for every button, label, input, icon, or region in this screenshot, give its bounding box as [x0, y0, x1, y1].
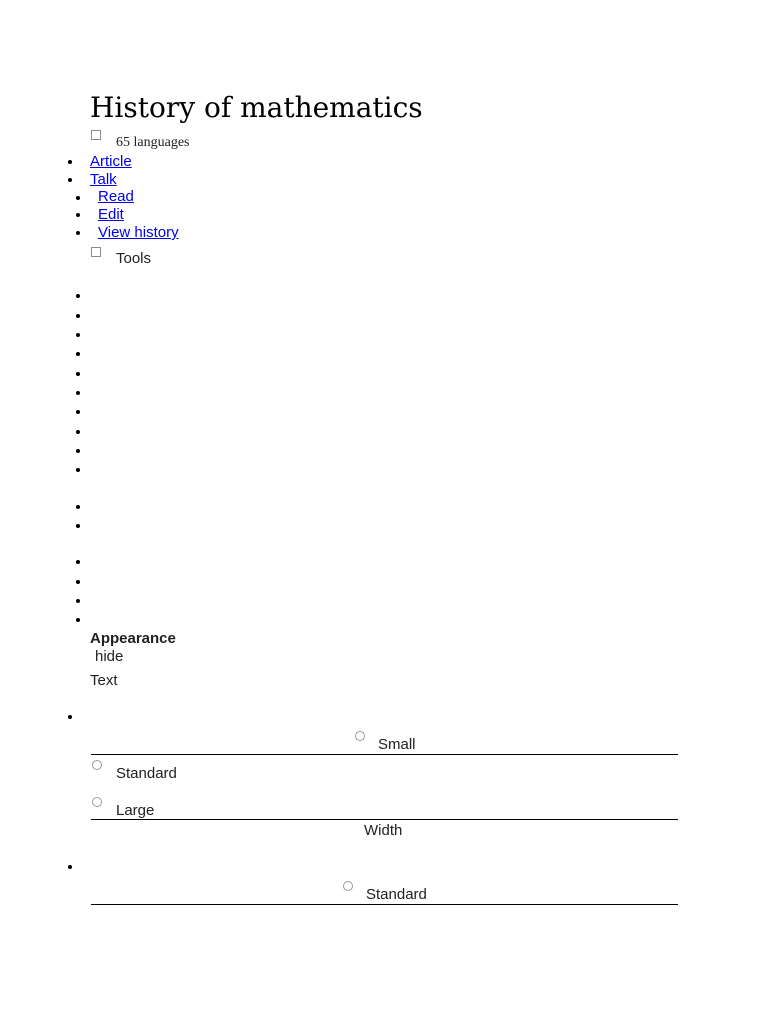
- text-size-small-radio[interactable]: [355, 731, 365, 741]
- divider: [91, 904, 678, 905]
- list-item-bullet: [76, 599, 80, 603]
- bullet: [76, 231, 80, 235]
- appearance-hide-button[interactable]: hide: [95, 648, 124, 665]
- list-item-bullet: [76, 505, 80, 509]
- text-size-standard-label[interactable]: Standard: [116, 765, 177, 782]
- bullet: [68, 178, 72, 182]
- list-item-bullet: [76, 468, 80, 472]
- list-item-bullet: [76, 524, 80, 528]
- list-item-bullet: [76, 410, 80, 414]
- list-item-bullet: [76, 333, 80, 337]
- languages-checkbox[interactable]: [91, 130, 101, 140]
- page-title: History of mathematics: [90, 91, 423, 124]
- list-item-bullet: [76, 618, 80, 622]
- text-size-standard-radio[interactable]: [92, 760, 102, 770]
- list-item-bullet: [76, 580, 80, 584]
- list-item-bullet: [76, 352, 80, 356]
- tab-article[interactable]: Article: [90, 153, 132, 170]
- text-size-large-label[interactable]: Large: [116, 802, 155, 819]
- list-item-bullet: [76, 314, 80, 318]
- list-item-bullet: [76, 294, 80, 298]
- divider: [91, 819, 678, 820]
- tools-label[interactable]: Tools: [116, 250, 152, 267]
- list-item-bullet: [76, 430, 80, 434]
- bullet: [76, 213, 80, 217]
- width-standard-radio[interactable]: [343, 881, 353, 891]
- list-item-bullet: [68, 865, 72, 869]
- languages-label[interactable]: 65 languages: [116, 135, 190, 150]
- list-item-bullet: [76, 560, 80, 564]
- tab-edit[interactable]: Edit: [98, 206, 124, 223]
- divider: [91, 754, 678, 755]
- tools-checkbox[interactable]: [91, 247, 101, 257]
- bullet: [68, 160, 72, 164]
- tab-talk[interactable]: Talk: [90, 171, 117, 188]
- list-item-bullet: [76, 449, 80, 453]
- appearance-heading: Appearance: [90, 630, 176, 647]
- list-item-bullet: [76, 372, 80, 376]
- text-section-label: Text: [90, 672, 118, 689]
- tab-read[interactable]: Read: [98, 188, 134, 205]
- list-item-bullet: [68, 715, 72, 719]
- width-standard-label[interactable]: Standard: [366, 886, 427, 903]
- width-section-label: Width: [364, 822, 403, 839]
- text-size-small-label[interactable]: Small: [378, 736, 416, 753]
- tab-view-history[interactable]: View history: [98, 224, 179, 241]
- text-size-large-radio[interactable]: [92, 797, 102, 807]
- list-item-bullet: [76, 391, 80, 395]
- bullet: [76, 196, 80, 200]
